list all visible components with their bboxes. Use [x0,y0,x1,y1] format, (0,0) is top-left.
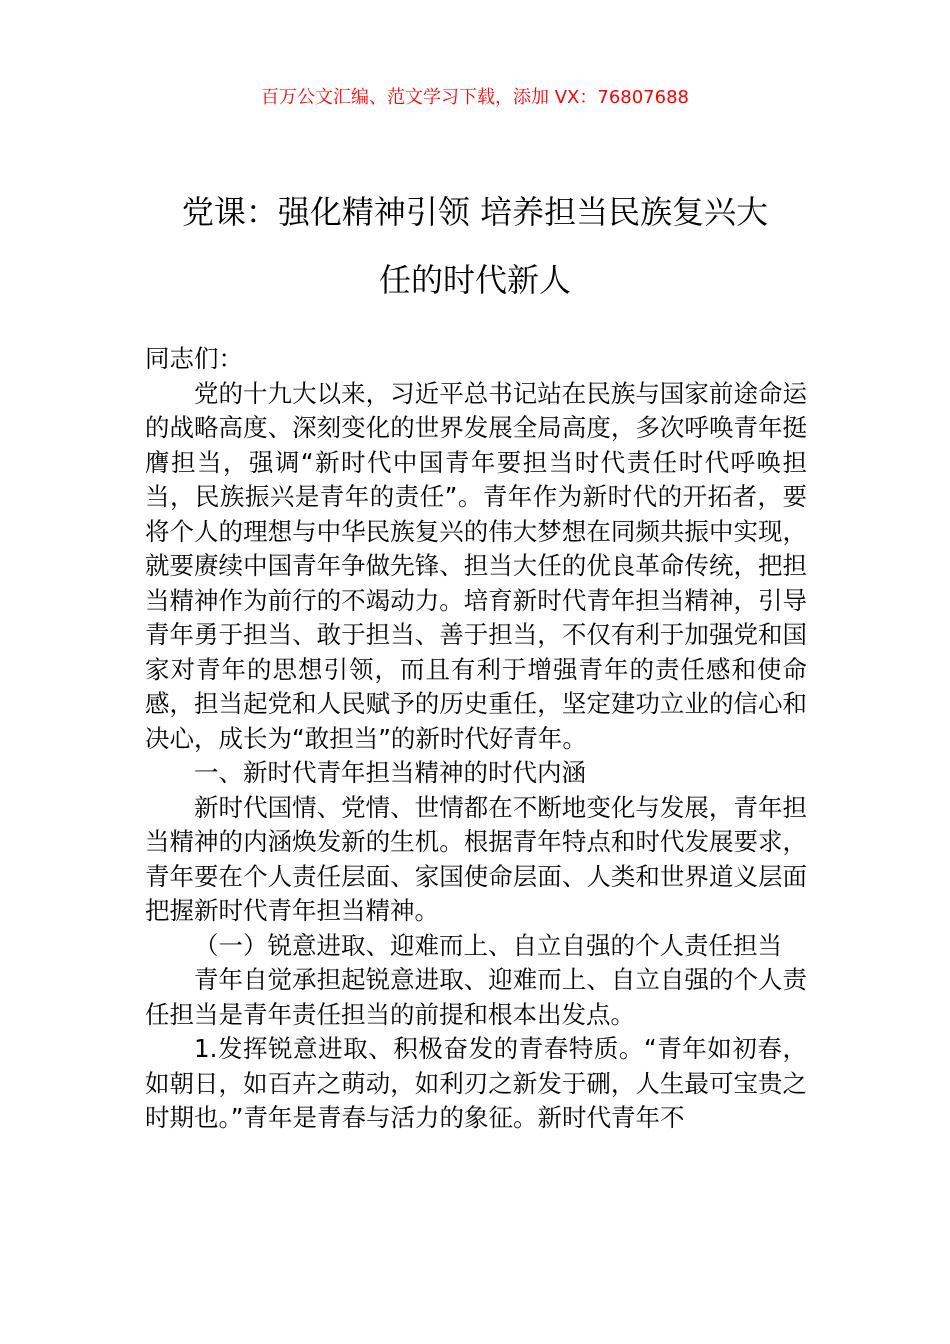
paragraph-intro: 党的十九大以来，习近平总书记站在民族与国家前途命运的战略高度、深刻变化的世界发展全局高度，多次呼唤青年挺膺担当，强调“新时代中国青年要担当时代责任时代呼唤担当，民族振兴是青年的责任”。青年作为新时代的开拓者，要将个人的理想与中华民族复兴的伟大梦想在同频共振中实现，就要赓续中国青年争做先锋、担当大任的优良革命传统，把担当精神作为前行的不竭动力。培育新时代青年担当精神，引导青年勇于担当、敢于担当、善于担当，不仅有利于加强党和国家对青年的思想引领，而且有利于增强青年的责任感和使命感，担当起党和人民赋予的历史重任，坚定建功立业的信心和决心，成长为“敢担当”的新时代好青年。 [145,378,807,753]
title-line-1: 党课：强化精神引领 培养担当民族复兴大 [181,193,769,231]
section-heading-1: 一、新时代青年担当精神的时代内涵 [194,758,586,787]
paragraph-point-1: 1.发挥锐意进取、积极奋发的青春特质。“青年如初春，如朝日，如百卉之萌动，如利刃之新发于硎，人生最可宝贵之时期也。”青年是青春与活力的象征。新时代青年不 [145,1034,807,1132]
title-line-2: 任的时代新人 [378,261,571,299]
paragraph-subsection-1: 青年自觉承担起锐意进取、迎难而上、自立自强的个人责任担当是青年责任担当的前提和根本出发点。 [145,965,807,1029]
document-title [100,178,850,314]
paragraph-section-1: 新时代国情、党情、世情都在不断地变化与发展，青年担当精神的内涵焕发新的生机。根据青年特点和时代发展要求，青年要在个人责任层面、家国使命层面、人类和世界道义层面把握新时代青年担当精神。 [145,792,807,925]
salutation: 同志们： [145,344,243,373]
subsection-heading-1: （一）锐意进取、迎难而上、自立自强的个人责任担当 [194,930,782,960]
document-body [145,342,807,1136]
header-note: 百万公文汇编、范文学习下载，添加 VX：76807688 [261,87,689,108]
